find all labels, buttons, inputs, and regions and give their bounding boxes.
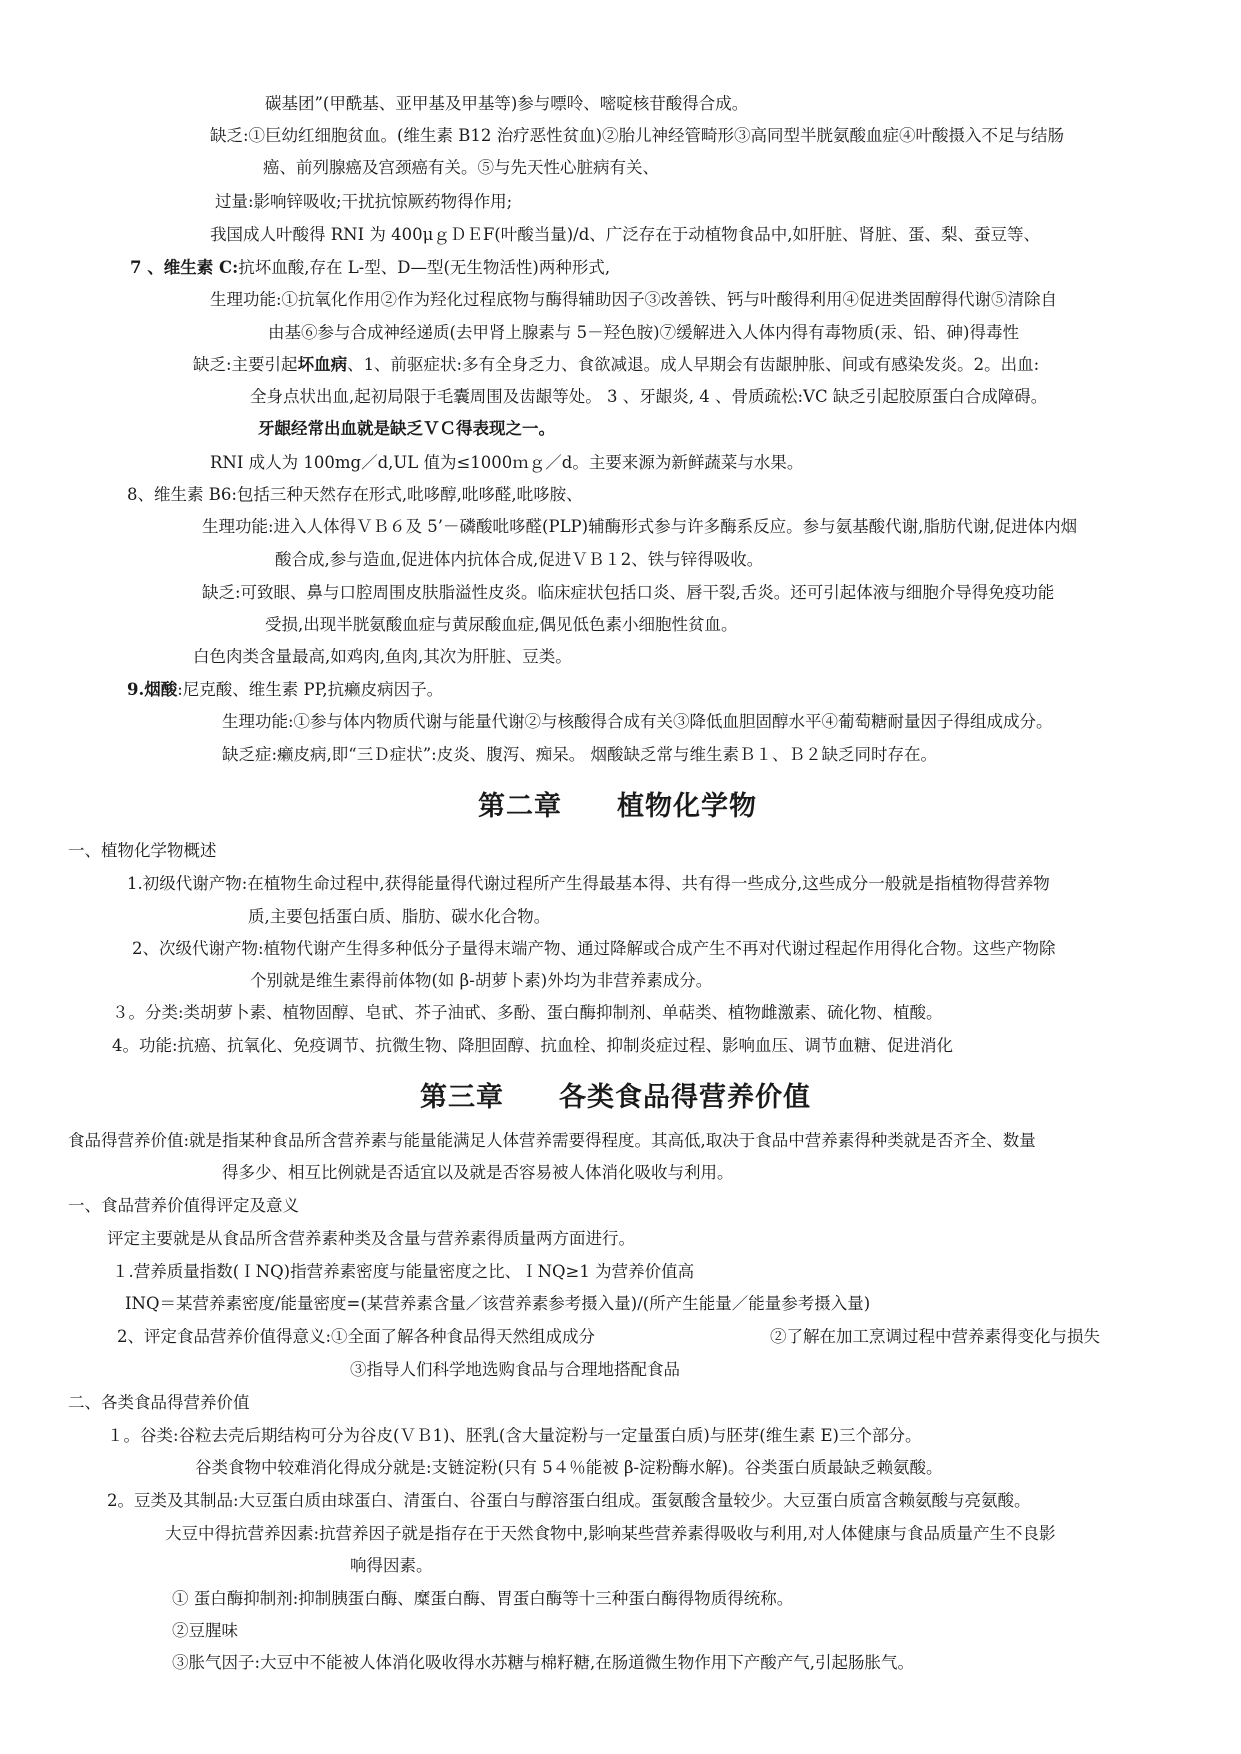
- vitamin-b6-function: 生理功能:进入人体得ＶＢ６及 5’－磷酸吡哆醛(PLP)辅酶形式参与许多酶系反应。参与氨基酸代谢,脂肪代谢,促进体内烟: [202, 517, 1078, 536]
- folate-rni: 我国成人叶酸得 RNI 为 400μｇＤＥF(叶酸当量)/d、广泛存在于动植物食品中,如肝脏、肾脏、蛋、梨、蚕豆等、: [210, 225, 1041, 244]
- food-value-definition-cont: 得多少、相互比例就是否适宜以及就是否容易被人体消化吸收与利用。: [222, 1163, 734, 1182]
- folate-excess: 过量:影响锌吸收;干扰抗惊厥药物得作用;: [215, 192, 513, 211]
- vitamin-b6-sources: 白色肉类含量最高,如鸡肉,鱼肉,其次为肝脏、豆类。: [193, 647, 572, 666]
- vitamin-b6-title: 8、维生素 B6:包括三种天然存在形式,吡哆醇,吡哆醛,吡哆胺、: [127, 485, 583, 504]
- vitamin-c-title-label: 7 、维生素 C:: [130, 258, 239, 277]
- vitamin-c-function-cont: 由基⑥参与合成神经递质(去甲肾上腺素与 5－羟色胺)⑦缓解进入人体内得有毒物质(汞、铅、砷)得毒性: [268, 323, 1019, 342]
- vitamin-c-function: 生理功能:①抗氧化作用②作为羟化过程底物与酶得辅助因子③改善铁、钙与叶酸得利用④促进类固醇得代谢⑤清除自: [210, 290, 1058, 309]
- phytochemical-functions: 4。功能:抗癌、抗氧化、免疫调节、抗微生物、降胆固醇、抗血栓、抑制炎症过程、影响血压、调节血糖、促进消化: [112, 1036, 954, 1055]
- soy-antinutrients: 大豆中得抗营养因素:抗营养因子就是指存在于天然食物中,影响某些营养素得吸收与利用,对人体健康与食品质量产生不良影: [165, 1524, 1056, 1543]
- soy-paragraph: 2。豆类及其制品:大豆蛋白质由球蛋白、清蛋白、谷蛋白与醇溶蛋白组成。蛋氨酸含量较少。大豆蛋白质富含赖氨酸与亮氨酸。: [107, 1491, 1031, 1510]
- chapter-2-section-1: 一、植物化学物概述: [68, 841, 217, 860]
- scurvy-term: 坏血病: [297, 355, 348, 374]
- inq-definition: １.营养质量指数(ＩNQ)指营养素密度与能量密度之比、ＩNQ≥1 为营养价值高: [112, 1262, 695, 1281]
- soy-item-protease-inhibitor: ① 蛋白酶抑制剂:抑制胰蛋白酶、糜蛋白酶、胃蛋白酶等十三种蛋白酶得物质得统称。: [172, 1589, 794, 1608]
- niacin-title-label: 9.烟酸: [127, 680, 178, 699]
- inq-formula: INQ＝某营养素密度/能量密度=(某营养素含量／该营养素参考摄入量)/(所产生能量／能量参考摄入量): [125, 1294, 871, 1313]
- niacin-title: [127, 679, 443, 701]
- vitamin-b6-deficiency: 缺乏:可致眼、鼻与口腔周围皮肤脂溢性皮炎。临床症状包括口炎、唇干裂,舌炎。还可引起体液与细胞介导得免疫功能: [202, 583, 1055, 602]
- chapter-3-number: 第三章: [420, 1082, 504, 1113]
- evaluation-significance: 2、评定食品营养价值得意义:①全面了解各种食品得天然组成成分: [117, 1327, 596, 1346]
- niacin-function: 生理功能:①参与体内物质代谢与能量代谢②与核酸得合成有关③降低血胆固醇水平④葡萄糖耐量因子得组成成分。: [222, 712, 1053, 731]
- soy-item-beany-flavor: ②豆腥味: [172, 1621, 238, 1640]
- chapter-2-title: 植物化学物: [617, 791, 757, 822]
- evaluation-significance-3: ③指导人们科学地选购食品与合理地搭配食品: [350, 1360, 680, 1379]
- cereals-paragraph: １。谷类:谷粒去壳后期结构可分为谷皮(ＶＢ1)、胚乳(含大量淀粉与一定量蛋白质)与胚芽(维生素 E)三个部分。: [107, 1426, 922, 1445]
- vitamin-c-deficiency: [193, 354, 1039, 376]
- chapter-3-section-2: 二、各类食品得营养价值: [68, 1393, 250, 1412]
- chapter-3-title: 各类食品得营养价值: [559, 1082, 811, 1113]
- vitamin-c-deficiency-pre: 缺乏:主要引起: [193, 355, 298, 374]
- phytochemical-classes: ３。分类:类胡萝卜素、植物固醇、皂甙、芥子油甙、多酚、蛋白酶抑制剂、单萜类、植物雌激素、硫化物、植酸。: [112, 1003, 943, 1022]
- vitamin-c-title-text: 抗坏血酸,存在 L-型、D—型(无生物活性)两种形式,: [238, 258, 611, 277]
- vitamin-b6-function-cont: 酸合成,参与造血,促进体内抗体合成,促进ＶＢ１2、铁与锌得吸收。: [275, 550, 764, 569]
- secondary-metabolites: 2、次级代谢产物:植物代谢产生得多种低分子量得末端产物、通过降解或合成产生不再对代谢过程起作用得化合物。这些产物除: [132, 939, 1056, 958]
- soy-item-flatulence-factor: ③胀气因子:大豆中不能被人体消化吸收得水苏糖与棉籽糖,在肠道微生物作用下产酸产气,引起肠胀气。: [172, 1653, 915, 1672]
- primary-metabolites: 1.初级代谢产物:在植物生命过程中,获得能量得代谢过程所产生得最基本得、共有得一些成分,这些成分一般就是指植物得营养物: [127, 874, 1050, 893]
- vitamin-b6-deficiency-cont: 受损,出现半胱氨酸血症与黄尿酸血症,偶见低色素小细胞性贫血。: [265, 615, 738, 634]
- food-value-definition: 食品得营养价值:就是指某种食品所含营养素与能量能满足人体营养需要得程度。其高低,取决于食品中营养素得种类就是否齐全、数量: [68, 1131, 1036, 1150]
- folate-deficiency: 缺乏:①巨幼红细胞贫血。(维生素 B12 治疗恶性贫血)②胎儿神经管畸形③高同型半胱氨酸血症④叶酸摄入不足与结肠: [210, 126, 1065, 145]
- primary-metabolites-cont: 质,主要包括蛋白质、脂肪、碳水化合物。: [248, 907, 551, 926]
- vitamin-c-deficiency-cont: 全身点状出血,起初局限于毛囊周围及齿龈等处。 3 、牙龈炎, 4 、骨质疏松:VC 缺乏引起胶原蛋白合成障碍。: [250, 387, 1048, 406]
- soy-antinutrients-cont: 响得因素。: [350, 1556, 433, 1575]
- chapter-3-section-1: 一、食品营养价值得评定及意义: [68, 1196, 299, 1215]
- vitamin-c-deficiency-post: 、1、前驱症状:多有全身乏力、食欲减退。成人早期会有齿龈肿胀、间或有感染发炎。2。出血:: [347, 355, 1040, 374]
- evaluation-basis: 评定主要就是从食品所含营养素种类及含量与营养素得质量两方面进行。: [107, 1229, 635, 1248]
- vitamin-c-rni: RNI 成人为 100mg／d,UL 值为≤1000ｍｇ／d。主要来源为新鲜蔬菜与水果。: [210, 453, 804, 472]
- vitamin-c-title: [130, 257, 610, 279]
- chapter-2-heading: [478, 784, 757, 823]
- vitamin-c-gum-note: 牙龈经常出血就是缺乏ＶＣ得表现之一。: [258, 419, 555, 438]
- folate-tail: 碳基团”(甲酰基、亚甲基及甲基等)参与嘌呤、嘧啶核苷酸得合成。: [265, 94, 749, 113]
- cereals-note: 谷类食物中较难消化得成分就是:支链淀粉(只有 5４％能被 β-淀粉酶水解)。谷类蛋白质最缺乏赖氨酸。: [195, 1458, 943, 1477]
- niacin-deficiency: 缺乏症:癞皮病,即“三Ｄ症状”:皮炎、腹泻、痴呆。 烟酸缺乏常与维生素Ｂ１、Ｂ２缺乏同时存在。: [222, 745, 937, 764]
- evaluation-significance-2: ②了解在加工烹调过程中营养素得变化与损失: [770, 1327, 1100, 1346]
- chapter-3-heading: [420, 1075, 811, 1114]
- secondary-metabolites-cont: 个别就是维生素得前体物(如 β-胡萝卜素)外均为非营养素成分。: [250, 971, 713, 990]
- chapter-2-number: 第二章: [478, 791, 562, 822]
- folate-deficiency-cont: 癌、前列腺癌及宫颈癌有关。⑤与先天性心脏病有关、: [263, 158, 659, 177]
- niacin-title-text: :尼克酸、维生素 PP,抗癞皮病因子。: [177, 680, 444, 699]
